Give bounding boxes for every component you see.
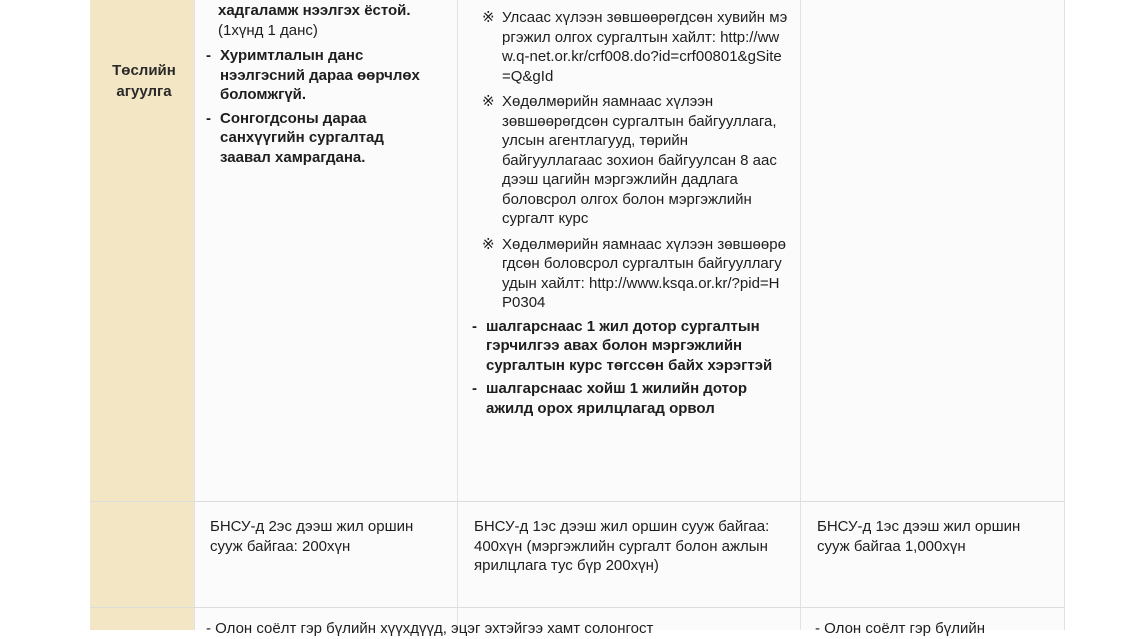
grid-line bbox=[800, 0, 801, 630]
list-item: - шалгарснаас 1 жил дотор сургалтын гэрчилгээ авах болон мэргэжлийн сургалтын курс төгссөн байх хэрэгтэй bbox=[472, 317, 773, 374]
reference-text: Улсаас хүлээн зөвшөөрөгдсөн хувийн мэргэжил олгох сургалтын хайлт: http://www.q-net.or.kr/crf008.do?id=crf00801&gSite=Q&gId bbox=[502, 9, 788, 85]
grid-line bbox=[457, 0, 458, 630]
bottom-col3: - Олон соёлт гэр бүлийн bbox=[815, 620, 986, 637]
list-item: - Сонгогдсоны дараа санхүүгийн сургалтад заавал хамрагдана. bbox=[206, 109, 384, 166]
list-item-text: шалгарснаас хойш 1 жилийн дотор ажилд орох ярилцлагад орвол bbox=[486, 380, 748, 417]
col1-content bbox=[206, 1, 450, 167]
row-label-project-content: Төслийн агуулга bbox=[112, 62, 176, 100]
page-margin bbox=[0, 0, 90, 630]
reference-note: ※ Улсаас хүлээн зөвшөөрөгдсөн хувийн мэргэжил олгох сургалтын хайлт: http://www.q-net.or.kr/crf008.do?id=crf00801&gSite=Q&gId bbox=[482, 9, 788, 85]
list-item: - шалгарснаас хойш 1 жилийн дотор ажилд орох ярилцлагад орвол bbox=[472, 380, 748, 417]
grid-line bbox=[1064, 0, 1065, 630]
row-divider bbox=[90, 607, 1065, 608]
col1-line: (1хүнд 1 данс) bbox=[218, 21, 318, 39]
quota-col1: БНСУ-д 2эс дээш жил оршин сууж байгаа: 200хүн bbox=[210, 518, 414, 555]
col2-content bbox=[472, 8, 788, 418]
bottom-col1: - Олон соёлт гэр бүлийн хүүхдүүд, эцэг эхтэйгээ хамт солонгост bbox=[206, 620, 654, 637]
row-divider bbox=[90, 501, 1065, 502]
quota-col2: БНСУ-д 1эс дээш жил оршин сууж байгаа: 400хүн (мэргэжлийн сургалт болон ажлын ярилцлага тус бүр 200хүн) bbox=[474, 518, 770, 574]
quota-col3: БНСУ-д 1эс дээш жил оршин сууж байгаа 1,000хүн bbox=[817, 518, 1021, 555]
reference-note: ※ Хөдөлмөрийн яамнаас хүлээн зөвшөөрөгдсөн сургалтын байгууллага, улсын агентлагууд, төрийн байгууллагаас зохион байгуулсан 8 аас дээш цагийн мэргэжлийн дадлага боловсрол олгох болон мэргэжлийн сургалт курс bbox=[482, 93, 777, 227]
grid-line bbox=[194, 0, 195, 630]
col1-line: хадгаламж нээлгэх ёстой. bbox=[218, 2, 411, 19]
reference-note: ※ Хөдөлмөрийн яамнаас хүлээн зөвшөөрөгдсөн боловсрол сургалтын байгууллагуудын хайлт: http://www.ksqa.or.kr/?pid=HP0304 bbox=[482, 235, 786, 311]
list-item-text: Хуримтлалын данс нээлгэсний дараа өөрчлөх боломжгүй. bbox=[220, 47, 420, 103]
list-item-text: Сонгогдсоны дараа санхүүгийн сургалтад заавал хамрагдана. bbox=[220, 109, 384, 166]
reference-text: Хөдөлмөрийн яамнаас хүлээн зөвшөөрөгдсөн боловсрол сургалтын байгууллагуудын хайлт: http://www.ksqa.or.kr/?pid=HP0304 bbox=[502, 235, 786, 311]
list-item-text: шалгарснаас 1 жил дотор сургалтын гэрчилгээ авах болон мэргэжлийн сургалтын курс төгссөн байх хэрэгтэй bbox=[486, 317, 773, 374]
reference-text: Хөдөлмөрийн яамнаас хүлээн зөвшөөрөгдсөн сургалтын байгууллага, улсын агентлагууд, төрийн байгууллагаас зохион байгуулсан 8 аас дээш цагийн мэргэжлийн дадлага боловсрол олгох болон мэргэжлийн сургалт курс bbox=[502, 93, 777, 227]
list-item: - Хуримтлалын данс нээлгэсний дараа өөрчлөх боломжгүй. bbox=[206, 47, 420, 103]
